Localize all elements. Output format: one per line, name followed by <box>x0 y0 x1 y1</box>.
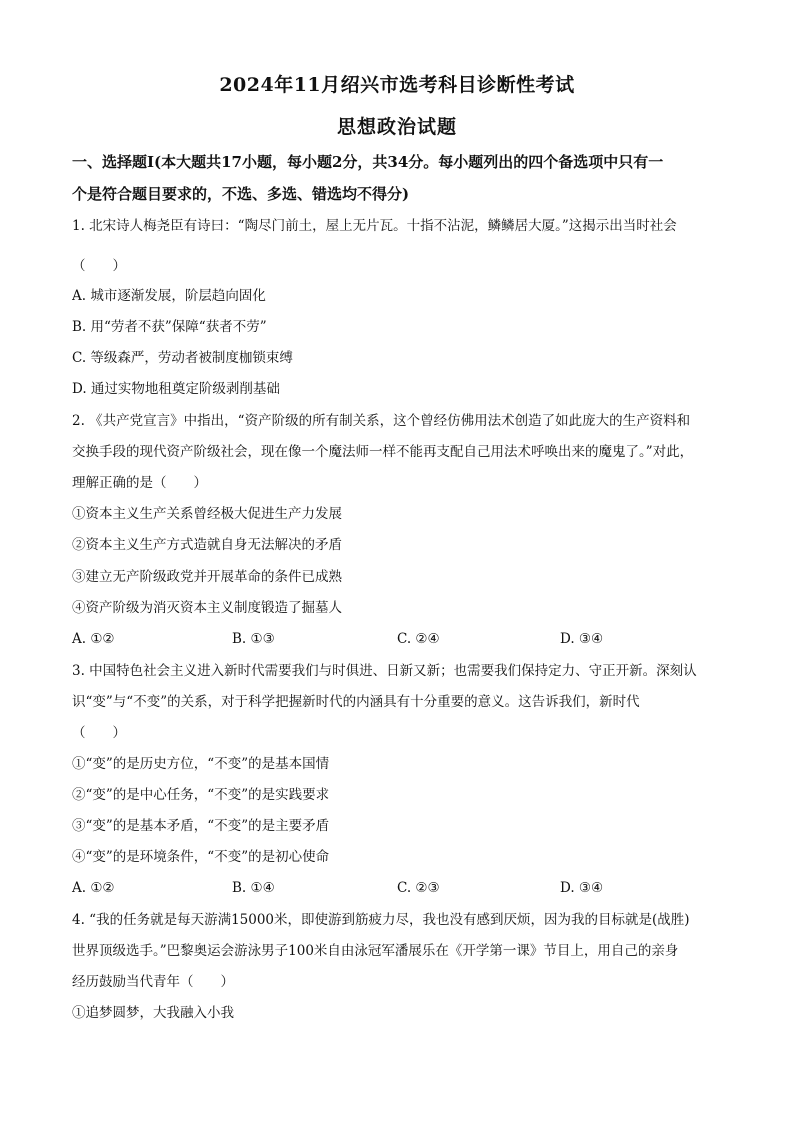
q2-choice-d: D. ③④ <box>560 631 604 647</box>
q2-item-4: ④资产阶级为消灭资本主义制度锻造了掘墓人 <box>72 600 342 616</box>
q3-choice-d: D. ③④ <box>560 880 604 896</box>
q3-item-1: ①“变”的是历史方位，“不变”的是基本国情 <box>72 756 330 772</box>
exam-title: 2024年11月绍兴市选考科目诊断性考试 <box>219 74 575 96</box>
q1-stem-line-2: （ ） <box>72 258 126 274</box>
q2-stem-line-1: 2. 《共产党宣言》中指出，“资产阶级的所有制关系，这个曾经仿佛用法术创造了如此庞大的生产资料和 <box>72 413 691 429</box>
q4-stem-line-1: 4. “我的任务就是每天游满15000米，即使游到筋疲力尽，我也没有感到厌烦，因为我的目标就是(战胜) <box>72 912 690 928</box>
q2-item-1: ①资本主义生产关系曾经极大促进生产力发展 <box>72 506 342 522</box>
q3-choice-c: C. ②③ <box>397 880 440 896</box>
q2-choice-c: C. ②④ <box>397 631 440 647</box>
q3-stem-line-3: （ ） <box>72 725 126 741</box>
q3-item-4: ④“变”的是环境条件，“不变”的是初心使命 <box>72 849 330 865</box>
q3-stem-line-1: 3. 中国特色社会主义进入新时代需要我们与时俱进、日新又新；也需要我们保持定力、守正开新。深刻认 <box>72 663 697 679</box>
q3-choice-a: A. ①② <box>72 880 115 896</box>
q2-item-3: ③建立无产阶级政党并开展革命的条件已成熟 <box>72 569 342 585</box>
q1-stem-line-1: 1. 北宋诗人梅尧臣有诗曰：“陶尽门前土，屋上无片瓦。十指不沾泥，鳞鳞居大厦。”这揭示出当时社会 <box>72 218 677 234</box>
q2-choice-a: A. ①② <box>72 631 115 647</box>
q4-stem-line-2: 世界顶级选手。”巴黎奥运会游泳男子100米自由泳冠军潘展乐在《开学第一课》节目上，用自己的亲身 <box>72 943 679 959</box>
q3-item-2: ②“变”的是中心任务，“不变”的是实践要求 <box>72 787 330 803</box>
section-heading <box>72 146 732 210</box>
q3-choice-b: B. ①④ <box>232 880 275 896</box>
q2-item-2: ②资本主义生产方式造就自身无法解决的矛盾 <box>72 537 342 553</box>
exam-subtitle: 思想政治试题 <box>336 116 457 138</box>
section-heading-line-1: 一、选择题Ⅰ(本大题共17小题，每小题2分，共34分。每小题列出的四个备选项中只有一 <box>72 153 664 171</box>
q1-option-c: C. 等级森严，劳动者被制度枷锁束缚 <box>72 350 293 366</box>
q3-item-3: ③“变”的是基本矛盾，“不变”的是主要矛盾 <box>72 818 330 834</box>
q3-stem-line-2: 识“变”与“不变”的关系，对于科学把握新时代的内涵具有十分重要的意义。这告诉我们，新时代 <box>72 694 640 710</box>
q1-option-a: A. 城市逐渐发展，阶层趋向固化 <box>72 288 266 304</box>
q4-stem-line-3: 经历鼓励当代青年（ ） <box>72 974 234 990</box>
section-heading-line-2: 个是符合题目要求的，不选、多选、错选均不得分) <box>72 185 410 203</box>
q1-option-b: B. 用“劳者不获”保障“获者不劳” <box>72 319 267 335</box>
q2-stem-line-3: 理解正确的是（ ） <box>72 475 207 491</box>
q2-stem-line-2: 交换手段的现代资产阶级社会，现在像一个魔法师一样不能再支配自己用法术呼唤出来的魔鬼了。”对此， <box>72 444 694 460</box>
q4-item-1: ①追梦圆梦，大我融入小我 <box>72 1005 234 1021</box>
q1-option-d: D. 通过实物地租奠定阶级剥削基础 <box>72 381 280 397</box>
q2-choice-b: B. ①③ <box>232 631 275 647</box>
